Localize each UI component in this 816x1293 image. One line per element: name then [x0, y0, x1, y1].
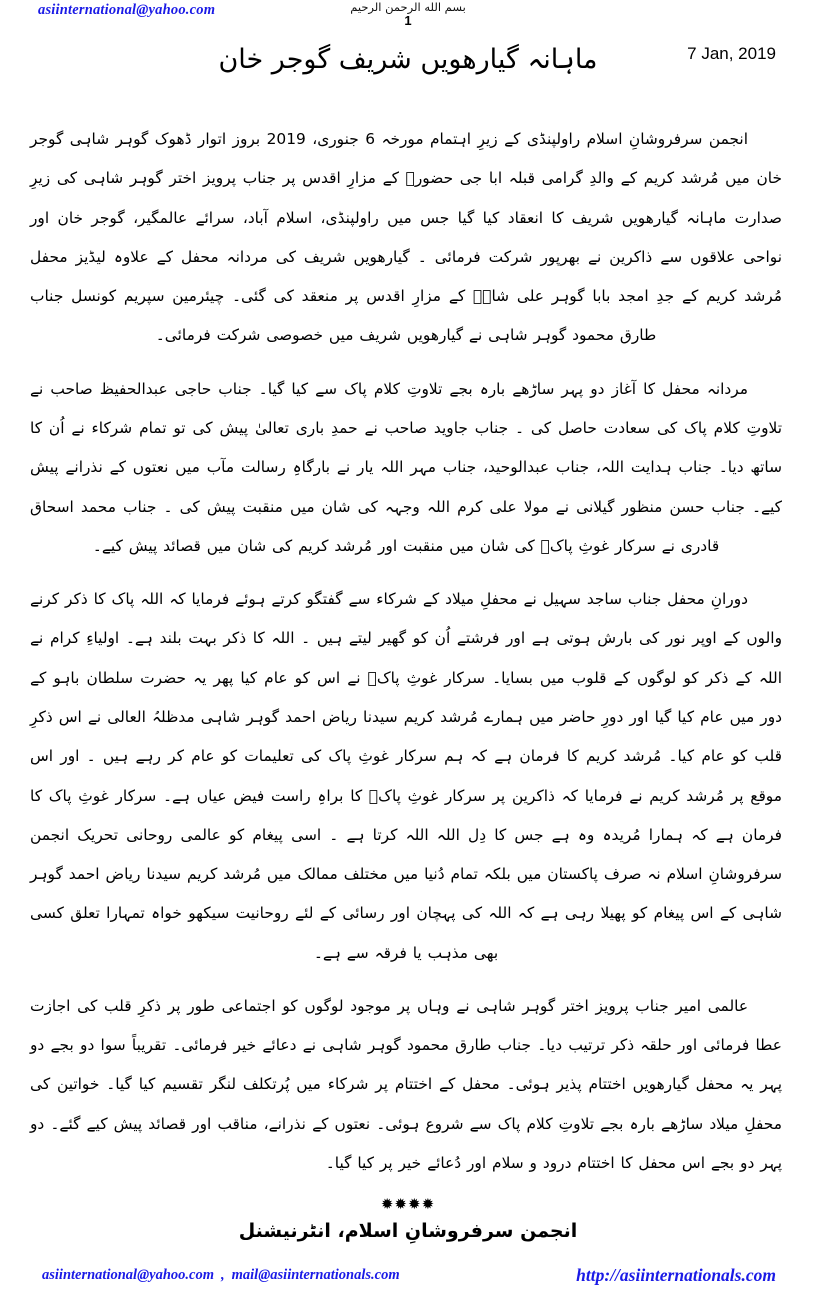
footer-website-link[interactable]: http://asiinternationals.com	[576, 1264, 776, 1285]
page-title: ماہانہ گیارھویں شریف گوجر خان	[218, 44, 598, 75]
footer-email-separator: ,	[221, 1266, 225, 1283]
ornament-divider-icon: ✹✹✹✹	[380, 1195, 436, 1214]
footer-email-group	[42, 1267, 400, 1284]
document-date: 7 Jan, 2019	[687, 44, 776, 63]
page-header	[0, 0, 816, 34]
organization-name: انجمن سرفروشانِ اسلام، انٹرنیشنل	[238, 1220, 578, 1243]
header-email-address[interactable]: asiinternational@yahoo.com	[38, 2, 216, 18]
title-row	[0, 40, 816, 102]
paragraph-speech-sajid-sohail: دورانِ محفل جناب ساجد سہیل نے محفلِ میلاد کے شرکاء سے گفتگو کرتے ہوئے فرمایا کہ اللہ پاک کا ذکر کرنے والوں کے اوپر نور کی بارش ہوتی ہے اور فرشتے اُن کو گھیر لیتے ہیں ۔ اللہ کا ذکر بہت بلند ہے۔ اولیاءِ کرام نے اللہ کے ذکر کو لوگوں کے قلوب میں بسایا۔ سرکار غوثِ پاکؓ نے اس کو عام کیا پھر یہ حضرت سلطان باہو کے دور میں عام کیا گیا اور دورِ حاضر میں ہمارے مُرشد کریم سیدنا ریاض احمد گوہر شاہی مدظلہُ العالی نے اس ذکرِ قلب کو عام کیا۔ مُرشد کریم کا فرمان ہے کہ ہم سرکار غوثِ پاک کی تعلیمات کو عام کر رہے ہیں ۔ اور اس موقع پر مُرشد کریم نے فرمایا کہ ذاکرین پر سرکار غوثِ پاکؓ کا براہِ راست فیض عیاں ہے۔ سرکار غوثِ پاک کا فرمان ہے کہ ہمارا مُریدہ وہ ہے جس کا دِل اللہ اللہ کرتا ہے ۔ اسی پیغام کو عالمی روحانی تحریک انجمن سرفروشانِ اسلام نہ صرف پاکستان میں بلکہ تمام دُنیا میں مختلف ممالک میں مُرشد کریم سیدنا ریاض احمد گوہر شاہی کے اس پیغام کو پھیلا رہی ہے کہ اللہ کی پہچان اور رسائی کے لئے روحانیت سیکھو خواہ تمہارا تعلق کسی بھی مذہب یا فرقہ سے ہے۔	[30, 590, 782, 962]
footer-links	[0, 1264, 816, 1293]
article-body	[0, 120, 816, 1183]
paragraph-intro: انجمن سرفروشانِ اسلام راولپنڈی کے زیرِ اہتمام مورخہ 6 جنوری، 2019 بروز اتوار ڈھوک گوہر شاہی گوجر خان میں مُرشد کریم کے والدِ گرامی قبلہ ابا جی حضورؒ کے مزارِ اقدس پر جناب پرویز اختر گوہر شاہی کی زیرِ صدارت ماہانہ گیارھویں شریف کا انعقاد کیا گیا جس میں راولپنڈی، اسلام آباد، سرائے عالمگیر، گوجر خان اور نواحی علاقوں سے ذاکرین نے بھرپور شرکت فرمائی ۔ گیارھویں شریف کی مردانہ محفل کے علاوہ لیڈیز محفل مُرشد کریم کے جدِ امجد بابا گوہر علی شاہؒ کے مزارِ اقدس پر منعقد کی گئی۔ چیئرمین سپریم کونسل جناب طارق محمود گوہر شاہی نے گیارھویں شریف میں خصوصی شرکت فرمائی۔	[30, 130, 782, 345]
page-number: 1	[404, 13, 412, 28]
paragraph-mehfil-program: مردانہ محفل کا آغاز دو پہر ساڑھے بارہ بجے تلاوتِ کلام پاک سے کیا گیا۔ جناب حاجی عبدالحفیظ صاحب نے تلاوتِ کلام پاک کی سعادت حاصل کی ۔ جناب جاوید صاحب نے حمدِ باری تعالیٰ پیش کی تو تمام شرکاء نے اُن کا ساتھ دیا۔ جناب ہدایت اللہ، جناب عبدالوحید، جناب مہر اللہ یار نے بارگاہِ رسالت مآب میں نعتوں کے نذرانے پیش کیے۔ جناب حسن منظور گیلانی نے مولا علی کرم اللہ وجہہ کی شان میں منقبت پیش کی ۔ جناب محمد اسحاق قادری نے سرکار غوثِ پاکؓ کی شان میں منقبت اور مُرشد کریم کی شان میں قصائد پیش کیے۔	[30, 379, 782, 555]
footer-email-secondary[interactable]: mail@asiinternationals.com	[231, 1266, 400, 1283]
bismillah-text: بسم الله الرحمن الرحيم	[350, 0, 466, 14]
paragraph-closing: عالمی امیر جناب پرویز اختر گوہر شاہی نے وہاں پر موجود لوگوں کو اجتماعی طور پر ذکرِ قلب کی اجازت عطا فرمائی اور حلقہ ذکر ترتیب دیا۔ جناب طارق محمود گوہر شاہی نے دعائے خیر فرمائی۔ تقریباً سوا دو بجے دو پہر یہ محفل گیارھویں اختتام پذیر ہوئی۔ محفل کے اختتام پر شرکاء میں پُرتکلف لنگر تقسیم کیا گیا۔ خواتین کی محفلِ میلاد ساڑھے بارہ بجے تلاوتِ کلام پاک سے شروع ہوئی۔ نعتوں کے نذرانے، مناقب اور قصائد پیش کیے گئے۔ دو پہر دو بجے اس محفل کا اختتام درود و سلام اور دُعائے خیر پر کیا گیا۔	[30, 996, 782, 1173]
footer-email-primary[interactable]: asiinternational@yahoo.com	[42, 1266, 214, 1283]
